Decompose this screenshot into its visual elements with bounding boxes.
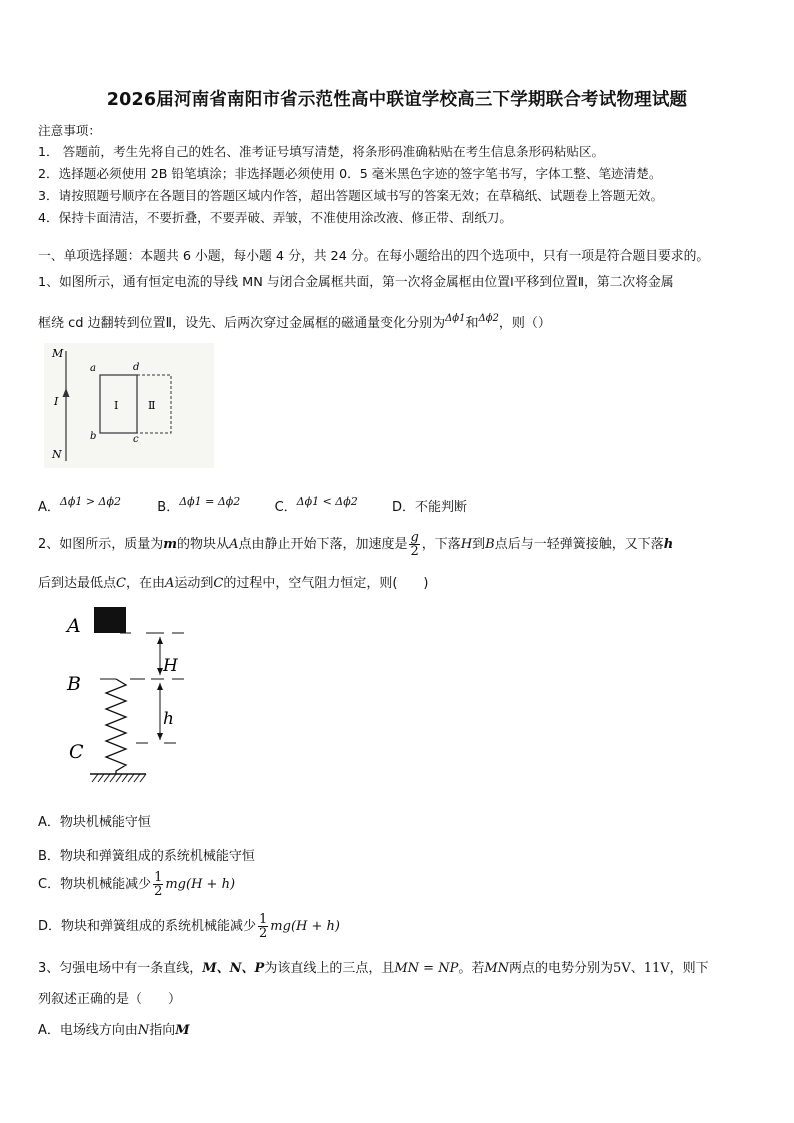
block	[94, 607, 126, 633]
q1-line2-pre: 框绕 cd 边翻转到位置Ⅱ，设先、后两次穿过金属框的磁通量变化分别为	[38, 316, 446, 331]
q1-phi1: Δϕ1	[445, 313, 466, 324]
var-a: A	[164, 576, 175, 591]
equation: MN = NP	[394, 961, 459, 976]
q1-line2	[38, 312, 551, 331]
var-c: C	[116, 576, 126, 591]
section-heading: 一、单项选择题：本题共 6 小题，每小题 4 分，共 24 分。在每小题给出的四个选项中，只有一项是符合题目要求的。	[38, 249, 710, 264]
numerator: g	[410, 530, 419, 545]
q2-text: ，下落	[421, 537, 461, 552]
q2-text: ，在由	[125, 576, 165, 591]
var-a: A	[229, 537, 239, 552]
q2-line1	[38, 531, 673, 558]
option-text: 指向	[149, 1023, 176, 1038]
q1-phi2: Δϕ2	[478, 313, 499, 324]
ground-hatching	[92, 774, 146, 782]
label-h-upper: H	[163, 656, 178, 676]
option-text: A．电场线方向由	[38, 1023, 138, 1038]
label-c: C	[69, 741, 84, 763]
fraction-g-over-2	[409, 531, 419, 558]
var-n: N	[137, 1023, 150, 1038]
label-a: a	[90, 363, 96, 374]
var-m: M	[175, 1023, 190, 1038]
label-position-1: Ⅰ	[114, 399, 119, 412]
label-d: d	[133, 362, 140, 373]
q2-text: 的过程中，空气阻力恒定，则( )	[223, 576, 429, 591]
option-d-text: 不能判断	[415, 500, 468, 515]
notice-item: 3．请按照题号顺序在各题目的答题区域内作答，超出答题区域书写的答案无效；在草稿纸、试题卷上答题无效。	[38, 188, 664, 203]
q2-option-b: B．物块和弹簧组成的系统机械能守恒	[38, 849, 255, 864]
q3-text: ，则下	[669, 961, 709, 976]
separator: 、	[630, 961, 644, 976]
var-m: m	[163, 537, 178, 552]
denominator: 2	[154, 884, 163, 899]
notice-item: 1． 答题前，考生先将自己的姓名、准考证号填写清楚，将条形码准确粘贴在考生信息条形码粘贴区。	[38, 144, 605, 159]
value: 11V	[643, 961, 670, 976]
option-c-label: C．	[274, 500, 297, 515]
q3-text: 。若	[458, 961, 485, 976]
q2-text: 点后与一轻弹簧接触，又下落	[494, 537, 664, 552]
value: 5V	[613, 961, 631, 976]
option-a-label: A．	[38, 500, 60, 515]
q3-text: 为该直线上的三点，且	[264, 961, 395, 976]
q3-text: 两点的电势分别为	[509, 961, 614, 976]
q2-option-a: A．物块机械能守恒	[38, 815, 151, 830]
notice-item: 2．选择题必须使用 2B 铅笔填涂；非选择题必须使用 0．5 毫米黑色字迹的签字笔书写，字体工整、笔迹清楚。	[38, 166, 662, 181]
label-h-lower: h	[163, 709, 174, 729]
q1-line2-post: ，则（）	[498, 316, 551, 331]
q2-text: 点由静止开始下落，加速度是	[238, 537, 408, 552]
option-b-expr: Δϕ1 = Δϕ2	[179, 495, 241, 508]
figure-background	[44, 343, 214, 468]
q2-line2	[38, 572, 429, 591]
spring	[106, 679, 126, 774]
option-a-expr: Δϕ1 > Δϕ2	[59, 495, 121, 508]
q3-line1	[38, 957, 709, 976]
label-a: A	[67, 615, 81, 637]
arrow-up-icon	[157, 637, 163, 644]
q1-options	[38, 496, 467, 515]
option-c-expr: Δϕ1 < Δϕ2	[296, 495, 358, 508]
label-b: b	[90, 431, 97, 442]
var-mnp: M、N、P	[202, 961, 265, 976]
q3-option-a	[38, 1019, 190, 1038]
q2-text: 的物块从	[177, 537, 230, 552]
var-c: C	[213, 576, 224, 591]
q1-figure	[44, 343, 214, 468]
denominator: 2	[259, 926, 268, 941]
q1-and: 和	[465, 316, 479, 331]
arrow-up-icon	[157, 683, 163, 690]
q3-line2: 列叙述正确的是（ ）	[38, 992, 182, 1007]
q2-text: 后到达最低点	[38, 576, 117, 591]
label-n: N	[52, 448, 62, 461]
q2-text: 2、如图所示，质量为	[38, 537, 164, 552]
fraction-half	[153, 871, 163, 898]
notice-item: 4．保持卡面清洁，不要折叠，不要弄破、弄皱，不准使用涂改液、修正带、刮纸刀。	[38, 210, 512, 225]
page-title: 2026届河南省南阳市省示范性高中联谊学校高三下学期联合考试物理试题	[106, 90, 688, 110]
var-h-lower: h	[663, 537, 674, 552]
notice-heading: 注意事项：	[38, 123, 101, 138]
var-b: B	[485, 537, 495, 552]
denominator: 2	[410, 544, 419, 559]
var-mn: MN	[484, 961, 510, 976]
var-h-upper: H	[460, 537, 473, 552]
option-text: C．物块机械能减少	[38, 877, 152, 892]
label-i: I	[54, 395, 59, 408]
option-b-label: B．	[157, 500, 180, 515]
numerator: 1	[154, 870, 163, 885]
option-d-label: D．	[392, 500, 416, 515]
label-m: M	[52, 347, 64, 360]
option-expr: mg(H + h)	[165, 877, 236, 892]
q2-text: 运动到	[174, 576, 214, 591]
q2-option-d	[38, 913, 340, 940]
q2-text: 到	[472, 537, 486, 552]
numerator: 1	[259, 912, 268, 927]
label-c: c	[133, 434, 139, 445]
q2-option-c	[38, 871, 235, 898]
label-position-2: Ⅱ	[148, 399, 156, 412]
q2-figure	[60, 600, 220, 810]
q3-text: 3、匀强电场中有一条直线，	[38, 961, 203, 976]
option-text: D．物块和弹簧组成的系统机械能减少	[38, 919, 257, 934]
q1-line1: 1、如图所示，通有恒定电流的导线 MN 与闭合金属框共面，第一次将金属框由位置Ⅰ平移到位置Ⅱ，第二次将金属	[38, 275, 674, 290]
arrow-down-icon	[157, 733, 163, 740]
fraction-half	[258, 913, 268, 940]
option-expr: mg(H + h)	[270, 919, 340, 934]
label-b: B	[67, 673, 81, 695]
